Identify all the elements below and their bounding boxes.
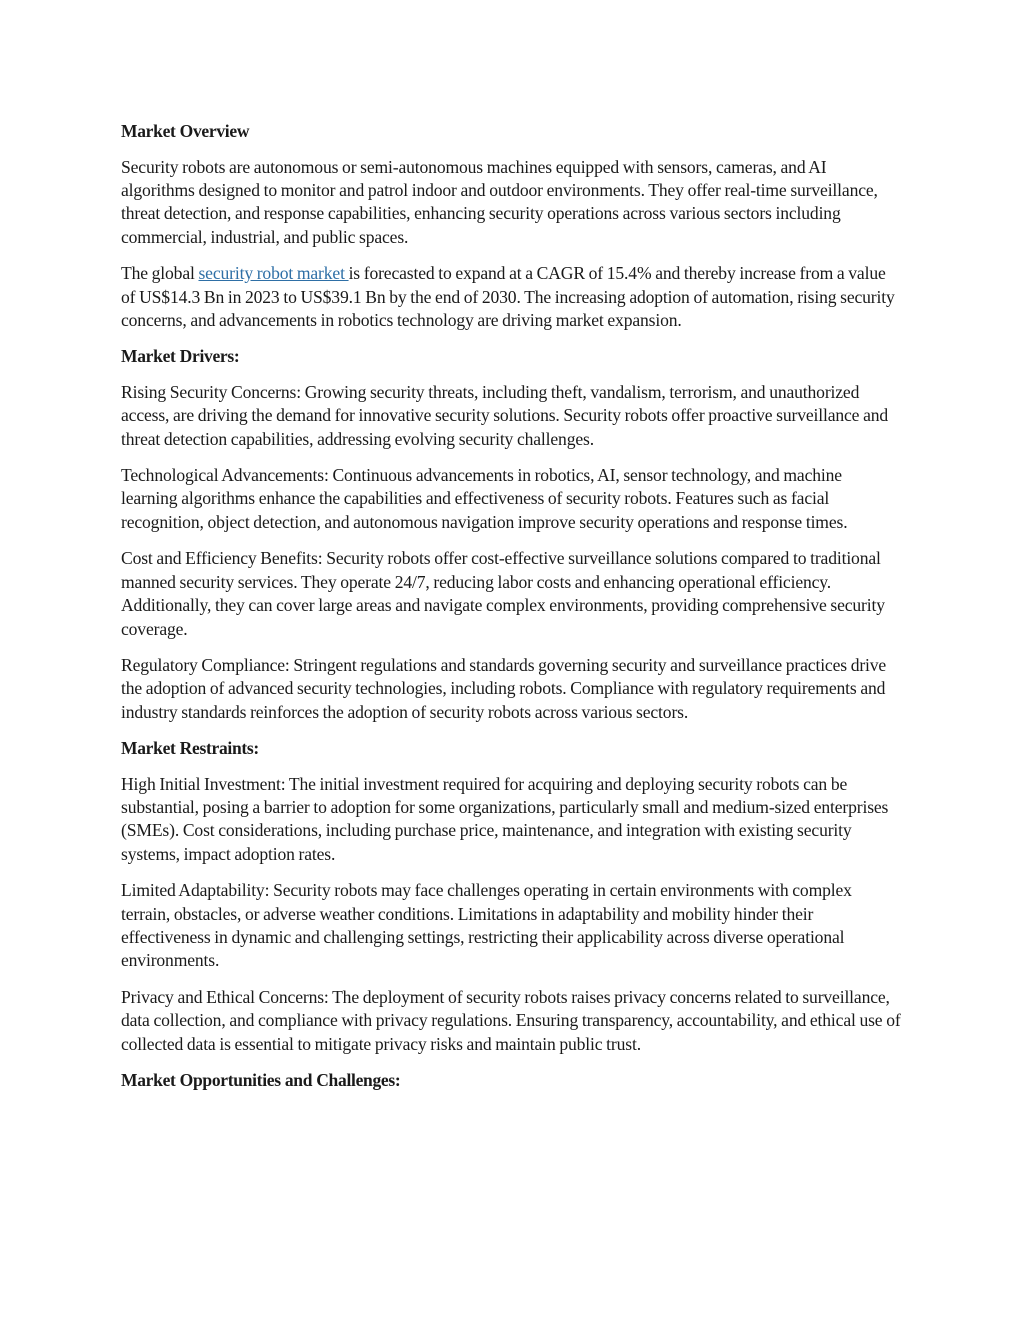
document-page bbox=[121, 120, 901, 1105]
text-after-link: is forecasted to expand at a CAGR of 15.4% and thereby increase from a value of US$14.3 Bn in 2023 to US$39.1 Bn by the end of 2030. The increasing adoption of automation, rising security concerns, and advancements in robotics technology are driving market expansion. bbox=[121, 263, 895, 330]
market-size-paragraph bbox=[121, 262, 901, 332]
security-robot-market-link[interactable]: security robot market bbox=[198, 263, 349, 284]
driver-cost-efficiency-benefits: Cost and Efficiency Benefits: Security robots offer cost-effective surveillance solutions compared to traditional manned security services. They operate 24/7, reducing labor costs and enhancing operational efficiency. Additionally, they can cover large areas and navigate complex environments, providing comprehensive security coverage. bbox=[121, 548, 885, 639]
heading-opportunities-challenges: Market Opportunities and Challenges: bbox=[121, 1070, 401, 1091]
overview-paragraph: Security robots are autonomous or semi-autonomous machines equipped with sensors, cameras, and AI algorithms designed to monitor and patrol indoor and outdoor environments. They offer real-time surveillance, threat detection, and response capabilities, enhancing security operations across various sectors including commercial, industrial, and public spaces. bbox=[121, 156, 878, 247]
heading-market-overview: Market Overview bbox=[121, 121, 250, 141]
restraint-high-initial-investment: High Initial Investment: The initial investment required for acquiring and deploying security robots can be substantial, posing a barrier to adoption for some organizations, particularly small and medium-sized enterprises (SMEs). Cost considerations, including purchase price, maintenance, and integration with existing security systems, impact adoption rates. bbox=[121, 773, 889, 864]
driver-regulatory-compliance: Regulatory Compliance: Stringent regulations and standards governing security and surveillance practices drive the adoption of advanced security technologies, including robots. Compliance with regulatory requirements and industry standards reinforces the adoption of security robots across various sectors. bbox=[121, 654, 887, 722]
restraint-privacy-ethical-concerns: Privacy and Ethical Concerns: The deployment of security robots raises privacy concerns related to surveillance, data collection, and compliance with privacy regulations. Ensuring transparency, accountability, and ethical use of collected data is essential to mitigate privacy risks and maintain public trust. bbox=[121, 986, 901, 1054]
heading-market-drivers: Market Drivers: bbox=[121, 346, 240, 367]
text-before-link: The global bbox=[121, 263, 199, 284]
driver-rising-security-concerns: Rising Security Concerns: Growing security threats, including theft, vandalism, terrorism, and unauthorized access, are driving the demand for innovative security solutions. Security robots offer proactive surveillance and threat detection capabilities, addressing evolving security challenges. bbox=[121, 381, 889, 449]
restraint-limited-adaptability: Limited Adaptability: Security robots may face challenges operating in certain environments with complex terrain, obstacles, or adverse weather conditions. Limitations in adaptability and mobility hinder their effectiveness in dynamic and challenging settings, restricting their applicability across diverse operational environments. bbox=[121, 880, 852, 971]
heading-market-restraints: Market Restraints: bbox=[121, 738, 259, 759]
driver-technological-advancements: Technological Advancements: Continuous advancements in robotics, AI, sensor technology, and machine learning algorithms enhance the capabilities and effectiveness of security robots. Features such as facial recognition, object detection, and autonomous navigation improve security operations and response times. bbox=[121, 465, 848, 532]
